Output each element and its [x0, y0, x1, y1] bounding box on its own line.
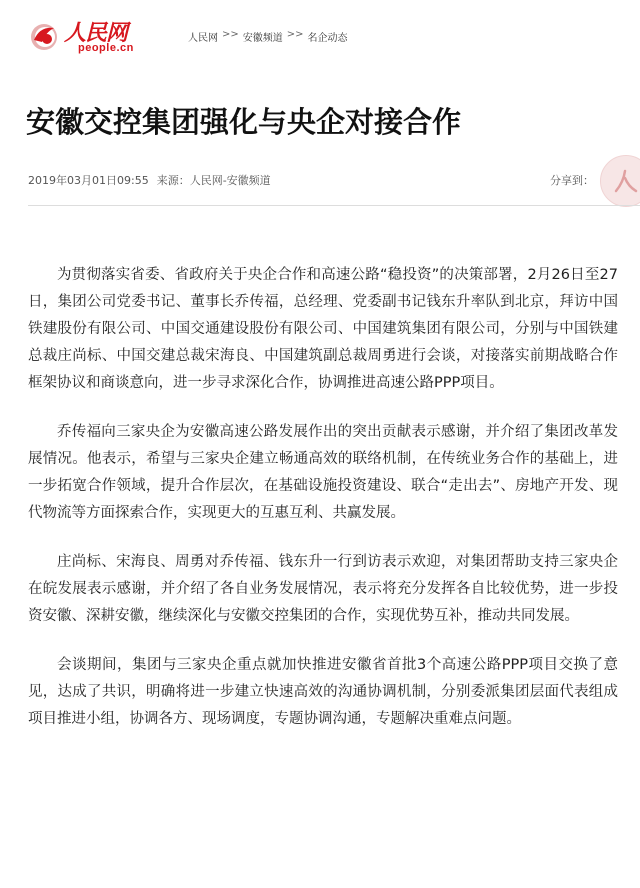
share-people-button[interactable] — [600, 155, 640, 207]
people-logo[interactable] — [28, 16, 158, 56]
logo-domain: people.cn — [78, 42, 134, 54]
meta-divider — [28, 205, 640, 206]
breadcrumb — [188, 29, 348, 44]
article-paragraph: 乔传福向三家央企为安徽高速公路发展作出的突出贡献表示感谢，并介绍了集团改革发展情况。他表示，希望与三家央企建立畅通高效的联络机制，在传统业务合作的基础上，进一步拓宽合作领域，提升合作层次，在基础设施投资建设、联合“走出去”、房地产开发、现代物流等方面探索合作，实现更大的互惠互利、共赢发展。 — [28, 424, 618, 521]
logo-wordmark: 人民网 — [64, 20, 128, 46]
breadcrumb-item-home[interactable]: 人民网 — [188, 33, 218, 44]
article-paragraph: 为贯彻落实省委、省政府关于央企合作和高速公路“稳投资”的决策部署，2月26日至27日，集团公司党委书记、董事长乔传福，总经理、党委副书记钱东升率队到北京，拜访中国铁建股份有限公司、中国交通建设股份有限公司、中国建筑集团有限公司，分别与中国铁建总裁庄尚标、中国交建总裁宋海良、中国建筑副总裁周勇进行会谈，对接落实前期战略合作框架协议和商谈意向，进一步寻求深化合作，协调推进高速公路PPP项目。 — [28, 267, 618, 391]
breadcrumb-separator: >> — [222, 29, 239, 40]
logo-emblem-icon — [28, 18, 64, 54]
article-title: 安徽交控集团强化与央企对接合作 — [26, 105, 462, 139]
share-label: 分享到： — [550, 174, 594, 187]
people-share-icon — [611, 166, 640, 196]
article-meta — [28, 172, 271, 188]
article-paragraph: 庄尚标、宋海良、周勇对乔传福、钱东升一行到访表示欢迎，对集团帮助支持三家央企在皖发展表示感谢，并介绍了各自业务发展情况，表示将充分发挥各自比较优势，进一步投资安徽、深耕安徽，继续深化与安徽交控集团的合作，实现优势互补，推动共同发展。 — [28, 554, 618, 624]
site-header — [0, 0, 640, 70]
article-body — [28, 262, 618, 755]
breadcrumb-separator: >> — [286, 29, 304, 40]
article-source[interactable]: 来源：人民网-安徽频道 — [156, 174, 271, 187]
breadcrumb-item-companies[interactable]: 名企动态 — [307, 33, 348, 44]
article-paragraph: 会谈期间，集团与三家央企重点就加快推进安徽省首批3个高速公路PPP项目交换了意见，达成了共识，明确将进一步建立快速高效的沟通协调机制，分别委派集团层面代表组成项目推进小组，协调各方、现场调度，专题协调沟通，专题解决重难点问题。 — [28, 657, 618, 727]
article-date: 2019年03月01日09:55 — [28, 174, 149, 187]
breadcrumb-item-anhui[interactable]: 安徽频道 — [242, 33, 283, 44]
